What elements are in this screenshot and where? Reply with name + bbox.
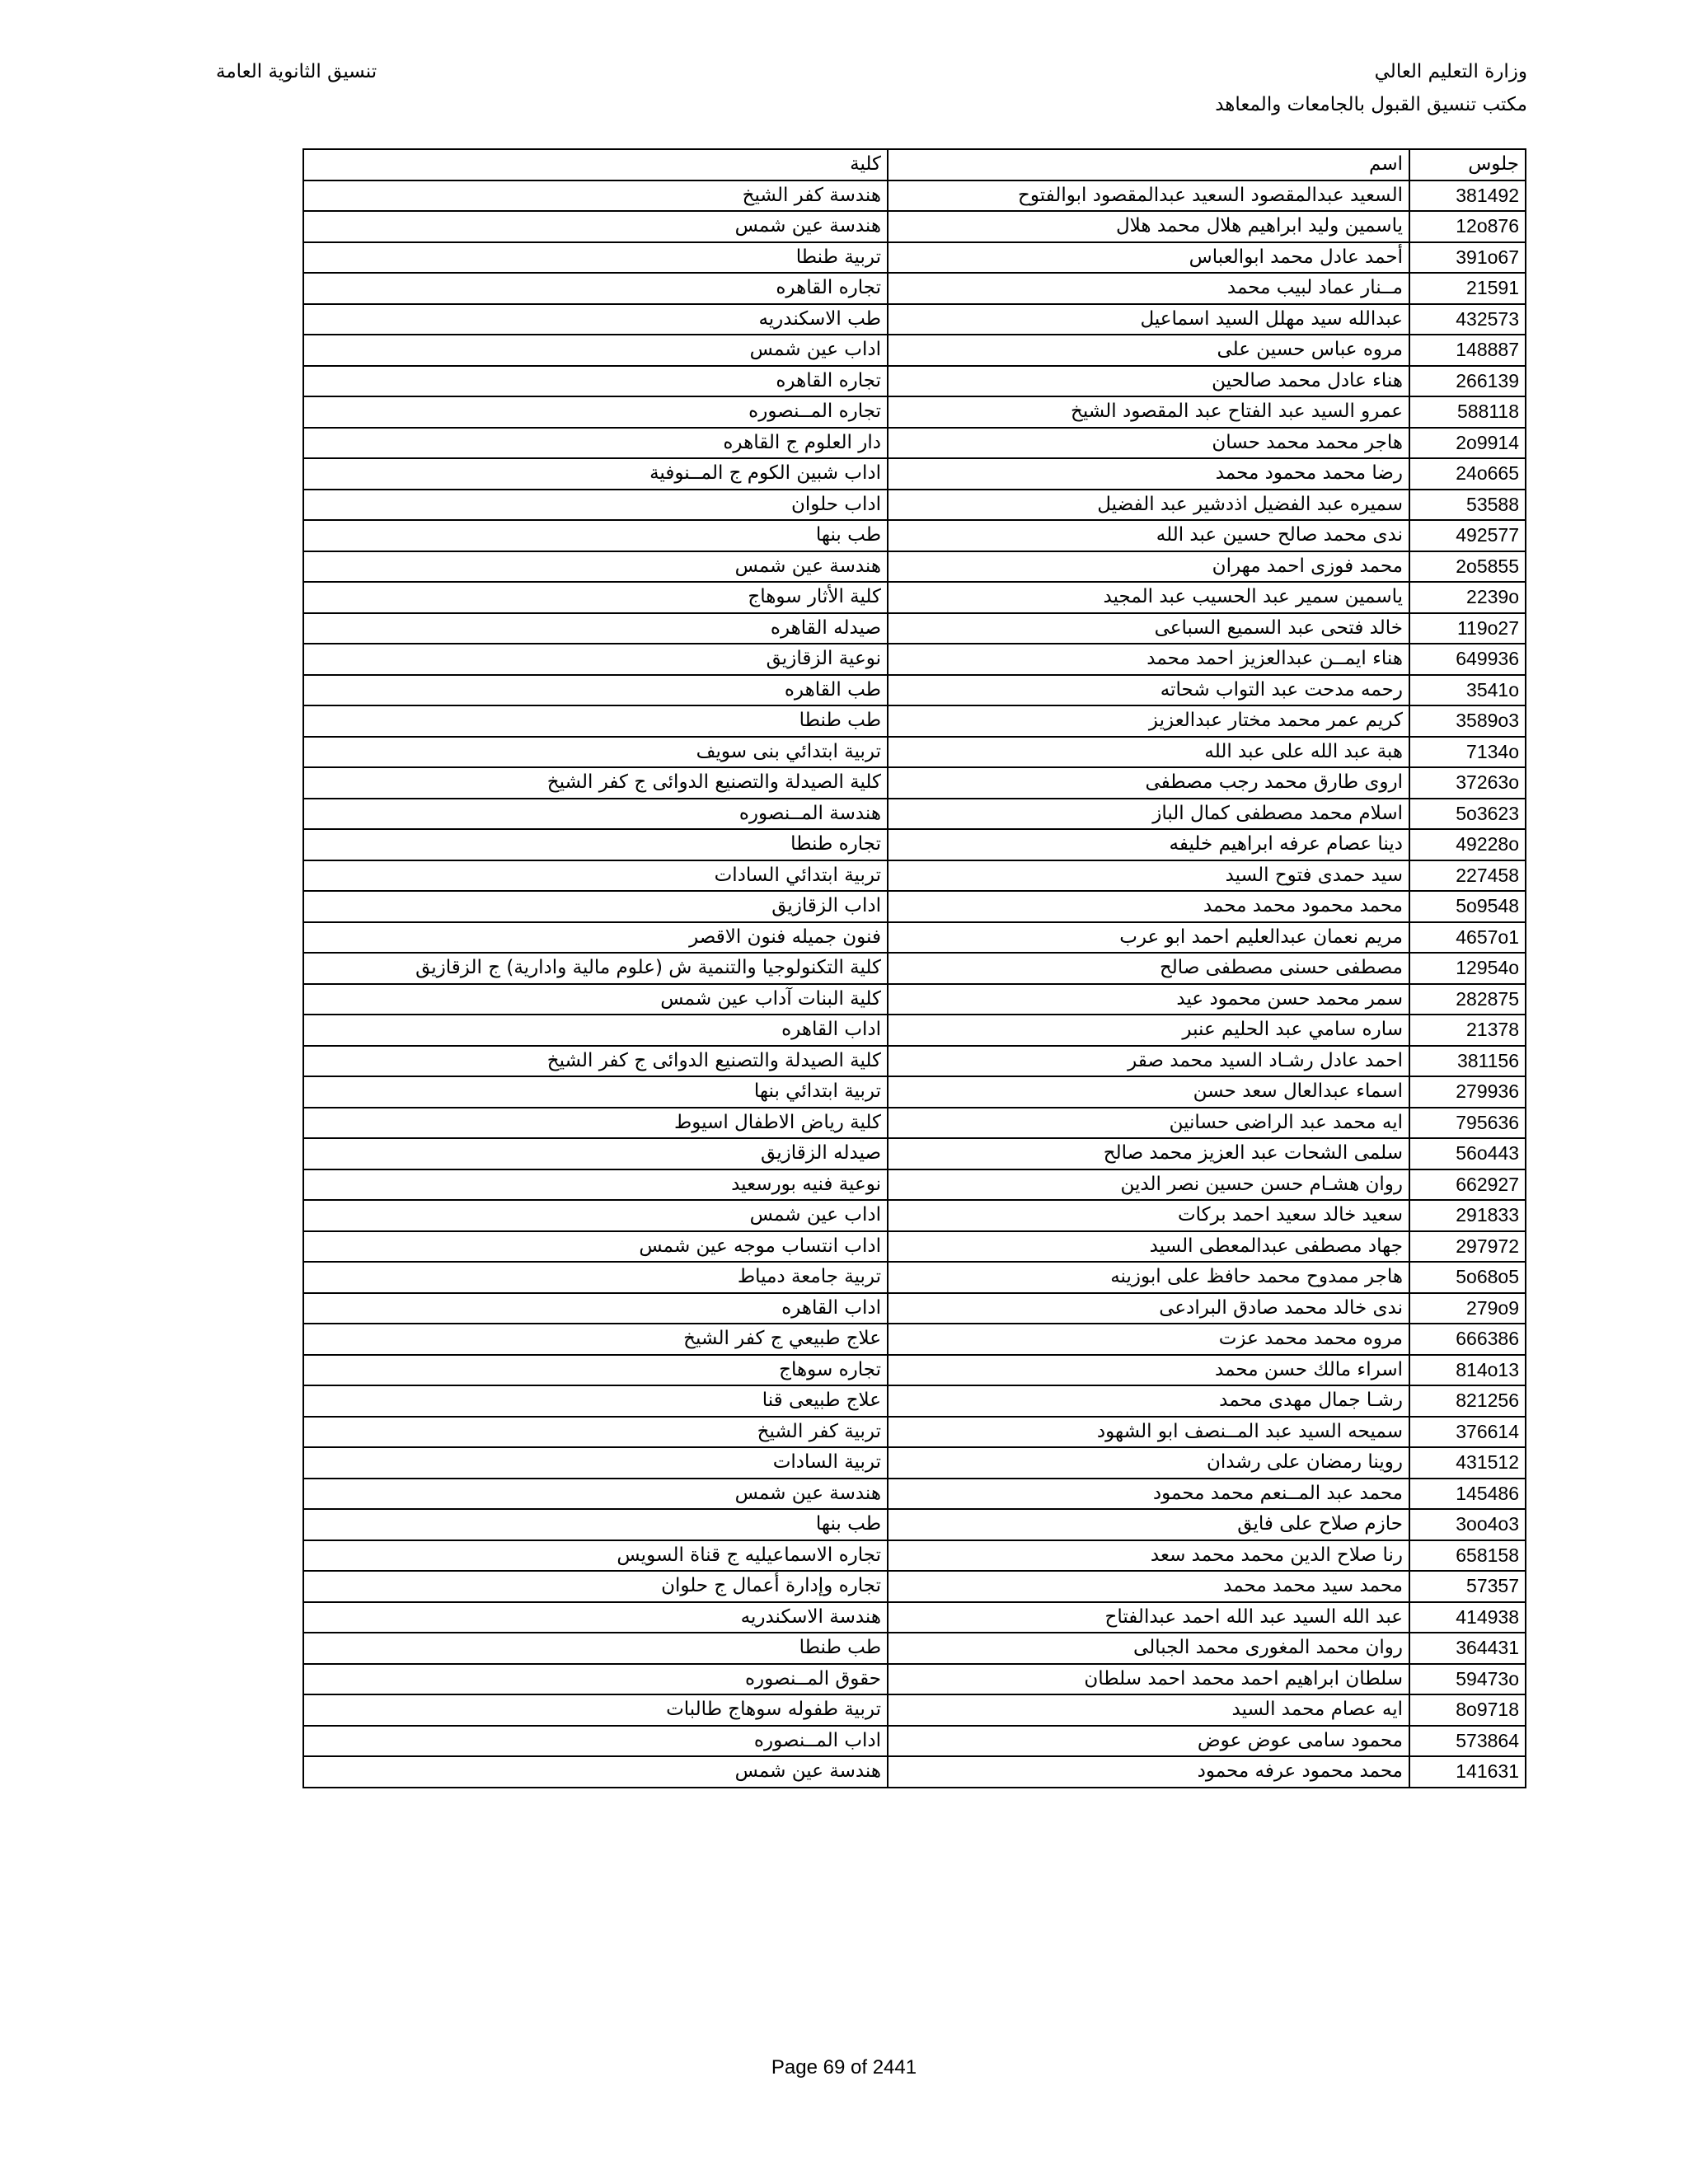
student-name-cell: أحمد عادل محمد ابوالعباس xyxy=(888,242,1409,274)
seat-number-cell: 56o443 xyxy=(1409,1138,1526,1169)
seat-number-cell: 364431 xyxy=(1409,1633,1526,1664)
table-row xyxy=(303,737,1526,768)
college-cell: هندسة عين شمس xyxy=(303,551,888,583)
student-name-cell: ايه عصام محمد السيد xyxy=(888,1694,1409,1726)
seat-number-cell: 53588 xyxy=(1409,490,1526,521)
seat-number-cell: 432573 xyxy=(1409,304,1526,335)
college-cell: تربية طنطا xyxy=(303,242,888,274)
college-cell: كلية الصيدلة والتصنيع الدوائى ج كفر الشيخ xyxy=(303,1046,888,1077)
table-row xyxy=(303,1509,1526,1540)
college-cell: تربية ابتدائي السادات xyxy=(303,860,888,892)
college-cell: تربية السادات xyxy=(303,1447,888,1479)
table-row xyxy=(303,891,1526,922)
seat-number-cell: 279936 xyxy=(1409,1076,1526,1108)
student-name-cell: سميره عبد الفضيل اذدشير عبد الفضيل xyxy=(888,490,1409,521)
seat-number-cell: 227458 xyxy=(1409,860,1526,892)
college-cell: اداب عين شمس xyxy=(303,1200,888,1231)
student-name-cell: رنا صلاح الدين محمد محمد سعد xyxy=(888,1540,1409,1572)
student-name-cell: اسلام محمد مصطفى كمال الباز xyxy=(888,799,1409,830)
admissions-table xyxy=(302,148,1526,1788)
table-header-row xyxy=(303,149,1526,180)
seat-number-cell: 666386 xyxy=(1409,1324,1526,1355)
college-cell: علاج طبيعي ج كفر الشيخ xyxy=(303,1324,888,1355)
student-name-cell: دينا عصام عرفه ابراهيم خليفه xyxy=(888,829,1409,860)
table-row xyxy=(303,551,1526,583)
seat-number-cell: 5o3623 xyxy=(1409,799,1526,830)
table-row xyxy=(303,273,1526,304)
student-name-cell: اروى طارق محمد رجب مصطفى xyxy=(888,767,1409,799)
student-name-cell: اسراء مالك حسن محمد xyxy=(888,1355,1409,1386)
seat-number-cell: 414938 xyxy=(1409,1602,1526,1633)
table-row xyxy=(303,1293,1526,1324)
seat-number-cell: 649936 xyxy=(1409,644,1526,675)
table-row xyxy=(303,242,1526,274)
seat-number-cell: 814o13 xyxy=(1409,1355,1526,1386)
seat-number-cell: 21378 xyxy=(1409,1015,1526,1046)
college-cell: طب بنها xyxy=(303,520,888,551)
student-name-cell: ياسمين وليد ابراهيم هلال محمد هلال xyxy=(888,211,1409,242)
seat-number-cell: 24o665 xyxy=(1409,458,1526,490)
student-name-cell: محمد محمود عرفه محمود xyxy=(888,1756,1409,1788)
student-name-cell: كريم عمر محمد مختار عبدالعزيز xyxy=(888,705,1409,737)
student-name-cell: محمد سيد محمد محمد xyxy=(888,1571,1409,1602)
table-row xyxy=(303,180,1526,212)
office-title: مكتب تنسيق القبول بالجامعات والمعاهد xyxy=(1215,94,1527,115)
student-name-cell: سيد حمدى فتوح السيد xyxy=(888,860,1409,892)
college-cell: اداب شبين الكوم ج المــنوفية xyxy=(303,458,888,490)
seat-number-cell: 297972 xyxy=(1409,1231,1526,1263)
student-name-cell: روان هشـام حسن حسين نصر الدين xyxy=(888,1169,1409,1201)
student-name-cell: مروه عباس حسين على xyxy=(888,335,1409,366)
table-row xyxy=(303,1169,1526,1201)
student-name-cell: محمد محمود محمد محمد xyxy=(888,891,1409,922)
student-name-cell: مريم نعمان عبدالعليم احمد ابو عرب xyxy=(888,922,1409,954)
table-row xyxy=(303,675,1526,706)
college-cell: صيدله الزقازيق xyxy=(303,1138,888,1169)
college-cell: نوعية فنيه بورسعيد xyxy=(303,1169,888,1201)
student-name-cell: سعيد خالد سعيد احمد بركات xyxy=(888,1200,1409,1231)
college-cell: كلية البنات آداب عين شمس xyxy=(303,984,888,1015)
college-cell: طب القاهره xyxy=(303,675,888,706)
student-name-cell: ساره سامي عبد الحليم عنبر xyxy=(888,1015,1409,1046)
college-cell: كلية الأثار سوهاج xyxy=(303,582,888,613)
seat-number-cell: 795636 xyxy=(1409,1108,1526,1139)
college-cell: هندسة المــنصوره xyxy=(303,799,888,830)
student-name-cell: سلطان ابراهيم احمد محمد احمد سلطان xyxy=(888,1664,1409,1695)
college-cell: هندسة الاسكندريه xyxy=(303,1602,888,1633)
seat-number-cell: 21591 xyxy=(1409,273,1526,304)
seat-number-cell: 148887 xyxy=(1409,335,1526,366)
seat-number-cell: 37263o xyxy=(1409,767,1526,799)
seat-number-cell: 5o9548 xyxy=(1409,891,1526,922)
college-cell: تجاره سوهاج xyxy=(303,1355,888,1386)
student-name-cell: جهاد مصطفى عبدالمعطى السيد xyxy=(888,1231,1409,1263)
college-cell: اداب القاهره xyxy=(303,1293,888,1324)
student-name-cell: عمرو السيد عبد الفتاح عبد المقصود الشيخ xyxy=(888,396,1409,428)
table-row xyxy=(303,366,1526,397)
student-name-cell: هناء عادل محمد صالحين xyxy=(888,366,1409,397)
college-cell: اداب القاهره xyxy=(303,1015,888,1046)
seat-number-cell: 282875 xyxy=(1409,984,1526,1015)
seat-number-cell: 573864 xyxy=(1409,1726,1526,1757)
student-name-cell: روان محمد المغورى محمد الجبالى xyxy=(888,1633,1409,1664)
student-name-cell: عبد الله السيد عبد الله احمد عبدالفتاح xyxy=(888,1602,1409,1633)
seat-number-cell: 658158 xyxy=(1409,1540,1526,1572)
seat-number-cell: 266139 xyxy=(1409,366,1526,397)
student-name-cell: ياسمين سمير عبد الحسيب عبد المجيد xyxy=(888,582,1409,613)
table-row xyxy=(303,860,1526,892)
seat-number-cell: 49228o xyxy=(1409,829,1526,860)
seat-number-cell: 381156 xyxy=(1409,1046,1526,1077)
seat-number-cell: 59473o xyxy=(1409,1664,1526,1695)
table-row xyxy=(303,613,1526,644)
student-name-cell: هاجر ممدوح محمد حافظ على ابوزينه xyxy=(888,1262,1409,1293)
college-cell: اداب حلوان xyxy=(303,490,888,521)
table-row xyxy=(303,829,1526,860)
table-row xyxy=(303,953,1526,984)
college-cell: نوعية الزقازيق xyxy=(303,644,888,675)
college-cell: اداب انتساب موجه عين شمس xyxy=(303,1231,888,1263)
college-cell: تربية ابتدائي بنى سويف xyxy=(303,737,888,768)
table-row xyxy=(303,1324,1526,1355)
college-cell: هندسة عين شمس xyxy=(303,1756,888,1788)
table-row xyxy=(303,458,1526,490)
student-name-cell: هبة عبد الله على عبد الله xyxy=(888,737,1409,768)
college-cell: طب طنطا xyxy=(303,1633,888,1664)
student-name-cell: روينا رمضان على رشدان xyxy=(888,1447,1409,1479)
student-name-cell: هناء ايمــن عبدالعزيز احمد محمد xyxy=(888,644,1409,675)
student-name-cell: مصطفى حسنى مصطفى صالح xyxy=(888,953,1409,984)
table-row xyxy=(303,1633,1526,1664)
seat-number-cell: 376614 xyxy=(1409,1417,1526,1448)
table-row xyxy=(303,1138,1526,1169)
seat-number-cell: 381492 xyxy=(1409,180,1526,212)
seat-number-cell: 3589o3 xyxy=(1409,705,1526,737)
ministry-title: وزارة التعليم العالي xyxy=(1374,61,1527,82)
college-cell: تربية ابتدائي بنها xyxy=(303,1076,888,1108)
table-row xyxy=(303,211,1526,242)
college-cell: تجاره طنطا xyxy=(303,829,888,860)
college-cell: طب بنها xyxy=(303,1509,888,1540)
college-cell: تجاره المــنصوره xyxy=(303,396,888,428)
college-cell: حقوق المــنصوره xyxy=(303,1664,888,1695)
table-row xyxy=(303,1417,1526,1448)
student-name-cell: عبدالله سيد مهلل السيد اسماعيل xyxy=(888,304,1409,335)
table-row xyxy=(303,1200,1526,1231)
table-row xyxy=(303,1694,1526,1726)
college-cell: تربية كفر الشيخ xyxy=(303,1417,888,1448)
college-cell: دار العلوم ج القاهره xyxy=(303,428,888,459)
page-number: Page 69 of 2441 xyxy=(771,2056,917,2079)
table-row xyxy=(303,582,1526,613)
table-row xyxy=(303,1231,1526,1263)
student-name-cell: رشـا جمال مهدى محمد xyxy=(888,1385,1409,1417)
seat-number-cell: 2o5855 xyxy=(1409,551,1526,583)
table-row xyxy=(303,799,1526,830)
table-row xyxy=(303,644,1526,675)
table-row xyxy=(303,1664,1526,1695)
college-cell: علاج طبيعى قنا xyxy=(303,1385,888,1417)
table-row xyxy=(303,1076,1526,1108)
table-row xyxy=(303,1015,1526,1046)
table-row xyxy=(303,1756,1526,1788)
student-name-cell: مــنار عماد لبيب محمد xyxy=(888,273,1409,304)
student-name-cell: ندى خالد محمد صادق البرادعى xyxy=(888,1293,1409,1324)
college-cell: اداب المــنصوره xyxy=(303,1726,888,1757)
college-cell: اداب عين شمس xyxy=(303,335,888,366)
table-row xyxy=(303,1602,1526,1633)
seat-number-cell: 12o876 xyxy=(1409,211,1526,242)
college-cell: كلية رياض الاطفال اسيوط xyxy=(303,1108,888,1139)
college-cell: هندسة كفر الشيخ xyxy=(303,180,888,212)
student-name-cell: ايه محمد عبد الراضى حسانين xyxy=(888,1108,1409,1139)
college-cell: اداب الزقازيق xyxy=(303,891,888,922)
college-cell: هندسة عين شمس xyxy=(303,211,888,242)
seat-number-cell: 7134o xyxy=(1409,737,1526,768)
table-row xyxy=(303,1385,1526,1417)
seat-number-cell: 3oo4o3 xyxy=(1409,1509,1526,1540)
table-row xyxy=(303,335,1526,366)
seat-number-cell: 8o9718 xyxy=(1409,1694,1526,1726)
table-row xyxy=(303,520,1526,551)
header-college: كلية xyxy=(303,149,888,180)
table-row xyxy=(303,396,1526,428)
table-row xyxy=(303,1726,1526,1757)
student-name-cell: حازم صلاح على فايق xyxy=(888,1509,1409,1540)
student-name-cell: سمر محمد حسن محمود عيد xyxy=(888,984,1409,1015)
table-row xyxy=(303,1479,1526,1510)
table-row xyxy=(303,490,1526,521)
student-name-cell: محمد عبد المــنعم محمد محمود xyxy=(888,1479,1409,1510)
student-name-cell: احمد عادل رشـاد السيد محمد صقر xyxy=(888,1046,1409,1077)
student-name-cell: سلمى الشحات عبد العزيز محمد صالح xyxy=(888,1138,1409,1169)
college-cell: طب طنطا xyxy=(303,705,888,737)
college-cell: تربية جامعة دمياط xyxy=(303,1262,888,1293)
seat-number-cell: 119o27 xyxy=(1409,613,1526,644)
student-name-cell: ندى محمد صالح حسين عبد الله xyxy=(888,520,1409,551)
table-row xyxy=(303,304,1526,335)
college-cell: صيدله القاهره xyxy=(303,613,888,644)
student-name-cell: السعيد عبدالمقصود السعيد عبدالمقصود ابوالفتوح xyxy=(888,180,1409,212)
college-cell: كلية التكنولوجيا والتنمية ش (علوم مالية وادارية) ج الزقازيق xyxy=(303,953,888,984)
seat-number-cell: 3541o xyxy=(1409,675,1526,706)
student-name-cell: هاجر محمد محمد حسان xyxy=(888,428,1409,459)
table-row xyxy=(303,1540,1526,1572)
seat-number-cell: 291833 xyxy=(1409,1200,1526,1231)
seat-number-cell: 662927 xyxy=(1409,1169,1526,1201)
table-row xyxy=(303,1108,1526,1139)
table-row xyxy=(303,428,1526,459)
seat-number-cell: 141631 xyxy=(1409,1756,1526,1788)
table-row xyxy=(303,922,1526,954)
seat-number-cell: 2o9914 xyxy=(1409,428,1526,459)
student-name-cell: رحمه مدحت عبد التواب شحاته xyxy=(888,675,1409,706)
student-name-cell: محمد فوزى احمد مهران xyxy=(888,551,1409,583)
table-row xyxy=(303,1447,1526,1479)
college-cell: تجاره القاهره xyxy=(303,273,888,304)
seat-number-cell: 279o9 xyxy=(1409,1293,1526,1324)
header-seat: جلوس xyxy=(1409,149,1526,180)
student-name-cell: رضا محمد محمود محمد xyxy=(888,458,1409,490)
header-name: اسم xyxy=(888,149,1409,180)
seat-number-cell: 145486 xyxy=(1409,1479,1526,1510)
seat-number-cell: 12954o xyxy=(1409,953,1526,984)
table-row xyxy=(303,1355,1526,1386)
table-row xyxy=(303,705,1526,737)
student-name-cell: سميحه السيد عبد المــنصف ابو الشهود xyxy=(888,1417,1409,1448)
student-name-cell: مروه محمد محمد عزت xyxy=(888,1324,1409,1355)
student-name-cell: خالد فتحى عبد السميع السباعى xyxy=(888,613,1409,644)
table-row xyxy=(303,1262,1526,1293)
college-cell: طب الاسكندريه xyxy=(303,304,888,335)
seat-number-cell: 821256 xyxy=(1409,1385,1526,1417)
college-cell: تجاره الاسماعيليه ج قناة السويس xyxy=(303,1540,888,1572)
seat-number-cell: 391o67 xyxy=(1409,242,1526,274)
section-title: تنسيق الثانوية العامة xyxy=(216,61,377,82)
seat-number-cell: 4657o1 xyxy=(1409,922,1526,954)
college-cell: هندسة عين شمس xyxy=(303,1479,888,1510)
seat-number-cell: 492577 xyxy=(1409,520,1526,551)
college-cell: كلية الصيدلة والتصنيع الدوائى ج كفر الشيخ xyxy=(303,767,888,799)
table-row xyxy=(303,1046,1526,1077)
student-name-cell: محمود سامى عوض عوض xyxy=(888,1726,1409,1757)
table-row xyxy=(303,1571,1526,1602)
seat-number-cell: 57357 xyxy=(1409,1571,1526,1602)
college-cell: تجاره وإدارة أعمال ج حلوان xyxy=(303,1571,888,1602)
student-name-cell: اسماء عبدالعال سعد حسن xyxy=(888,1076,1409,1108)
table-row xyxy=(303,767,1526,799)
college-cell: فنون جميله فنون الاقصر xyxy=(303,922,888,954)
table-row xyxy=(303,984,1526,1015)
seat-number-cell: 588118 xyxy=(1409,396,1526,428)
college-cell: تربية طفوله سوهاج طالبات xyxy=(303,1694,888,1726)
college-cell: تجاره القاهره xyxy=(303,366,888,397)
seat-number-cell: 5o68o5 xyxy=(1409,1262,1526,1293)
seat-number-cell: 2239o xyxy=(1409,582,1526,613)
seat-number-cell: 431512 xyxy=(1409,1447,1526,1479)
